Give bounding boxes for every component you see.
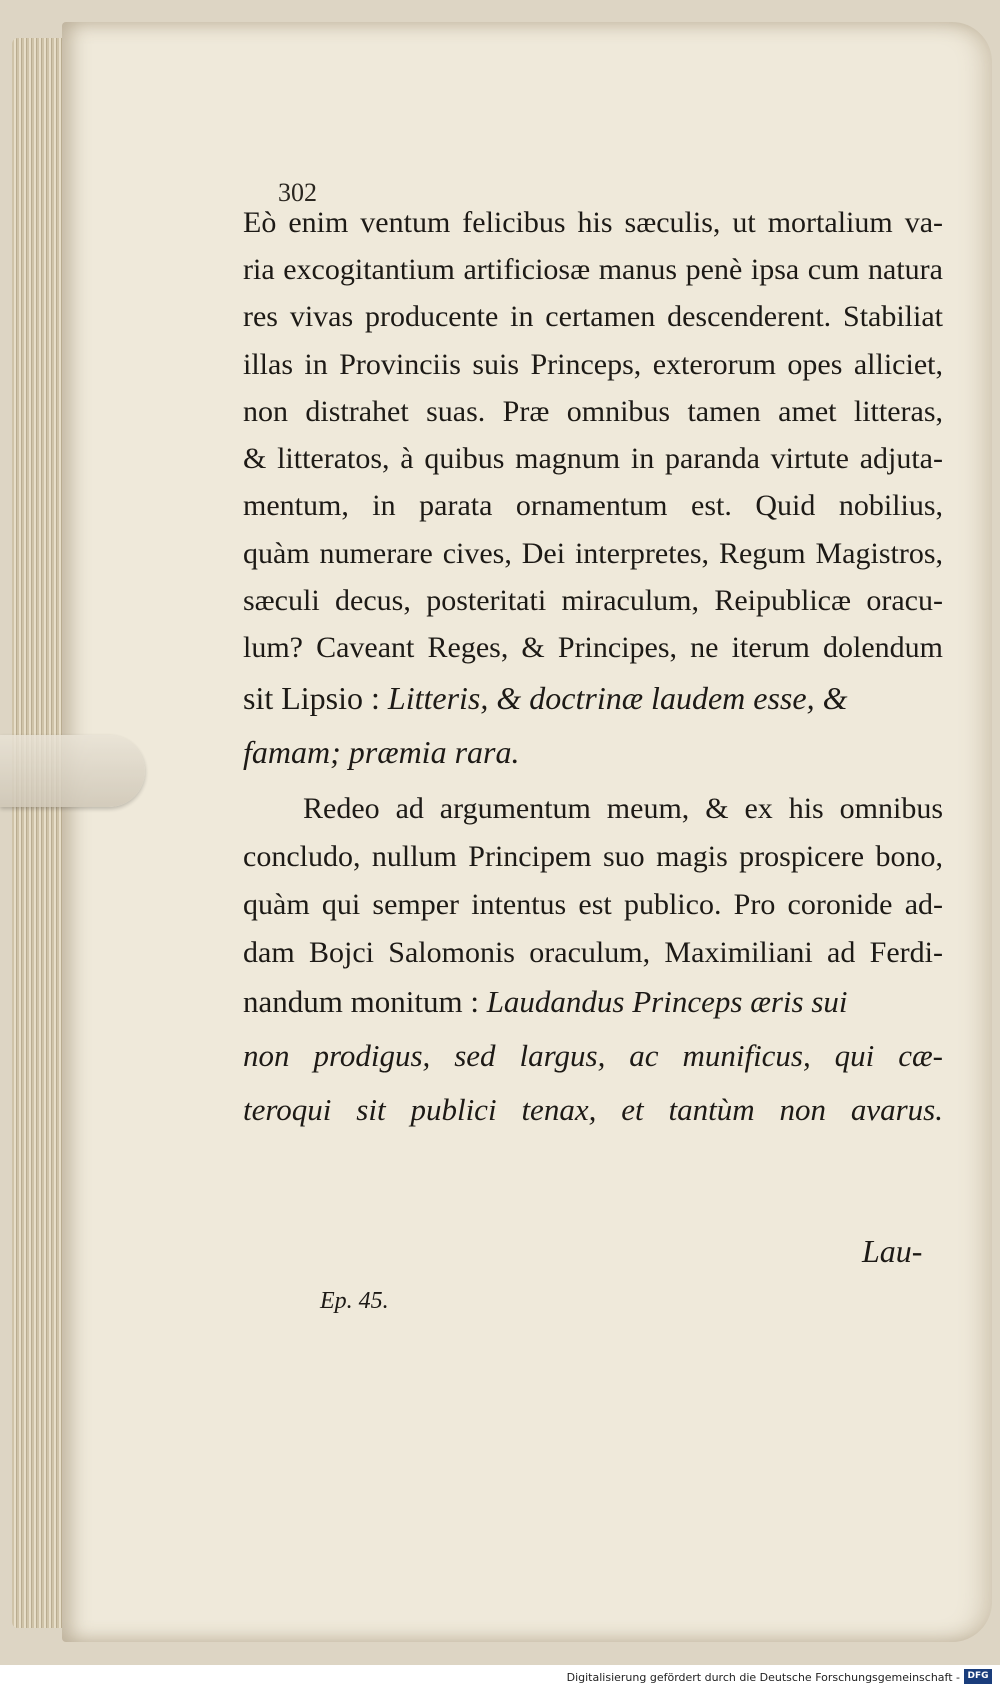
text-line: Eò enim ventum felicibus his sæculis, ut mortalium va- (243, 206, 943, 239)
text-line: concludo, nullum Principem suo magis prospicere bono, (243, 840, 943, 873)
text-line: lum? Caveant Reges, & Principes, ne iterum dolendum (243, 631, 943, 664)
bookmark-strip (0, 735, 145, 807)
text-line: res vivas producente in certamen descenderent. Stabiliat (243, 300, 943, 333)
text-line: sæculi decus, posteritati miraculum, Reipublicæ oracu- (243, 584, 943, 617)
monitum-line (243, 984, 943, 1020)
page-number: 302 (278, 178, 317, 207)
monitum-quote: Laudandus Princeps æris sui (486, 984, 848, 1019)
text-line: quàm qui semper intentus est publico. Pro coronide ad- (243, 888, 943, 921)
dfg-logo: DFG (964, 1669, 992, 1684)
monitum-prefix: nandum monitum : (243, 984, 487, 1019)
monitum-quote-line: non prodigus, sed largus, ac munificus, qui cæ- (243, 1038, 943, 1073)
lipsio-quote-end: famam; præmia rara. (243, 734, 520, 770)
footnote: Ep. 45. (320, 1288, 389, 1314)
text-line: dam Bojci Salomonis oraculum, Maximiliani ad Ferdi- (243, 936, 943, 969)
text-line: Redeo ad argumentum meum, & ex his omnibus (303, 792, 943, 825)
lipsio-line (243, 680, 943, 717)
text-line: mentum, in parata ornamentum est. Quid nobilius, (243, 489, 943, 522)
text-line: ria excogitantium artificiosæ manus penè ipsa cum natura (243, 253, 943, 286)
footer-credit: Digitalisierung gefördert durch die Deutsche Forschungsgemeinschaft - (566, 1671, 960, 1684)
catchword: Lau- (862, 1233, 923, 1269)
text-line: illas in Provinciis suis Princeps, exterorum opes alliciet, (243, 348, 943, 381)
text-line: & litteratos, à quibus magnum in paranda virtute adjuta- (243, 442, 943, 475)
text-line: quàm numerare cives, Dei interpretes, Regum Magistros, (243, 537, 943, 570)
lipsio-prefix: sit Lipsio : (243, 680, 388, 716)
monitum-quote-line: teroqui sit publici tenax, et tantùm non avarus. (243, 1092, 943, 1127)
text-line: non distrahet suas. Præ omnibus tamen amet litteras, (243, 395, 943, 428)
lipsio-quote: Litteris, & doctrinæ laudem esse, & (387, 680, 848, 716)
